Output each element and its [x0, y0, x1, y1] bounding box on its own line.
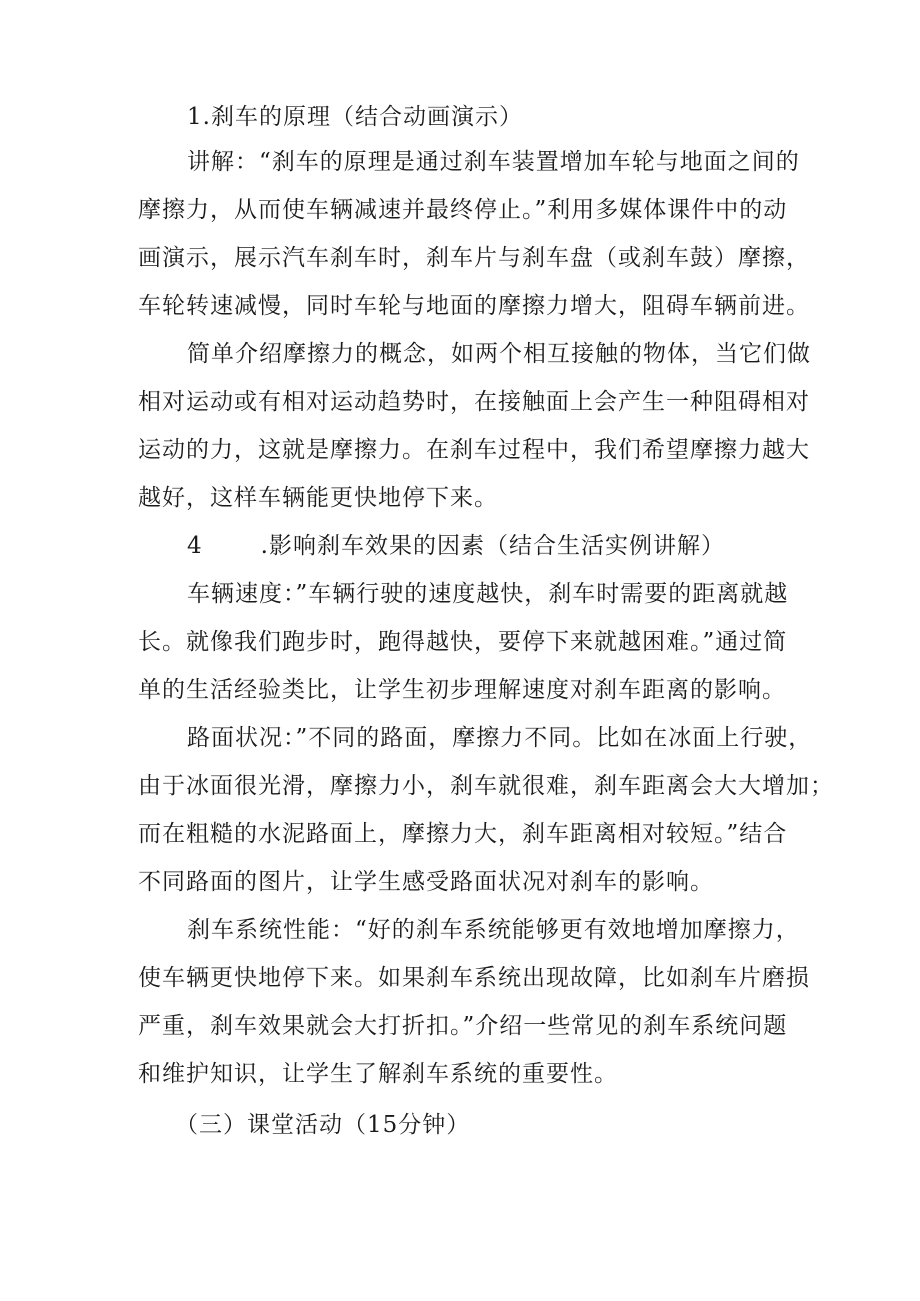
- paragraph-line: 车轮转速减慢，同时车轮与地面的摩擦力增大，阻碍车辆前进。: [138, 293, 810, 319]
- paragraph-line: 相对运动或有相对运动趋势时，在接触面上会产生一种阻碍相对: [138, 389, 810, 415]
- paragraph-line: 和维护知识，让学生了解刹车系统的重要性。: [138, 1061, 618, 1087]
- paragraph-line: 由于冰面很光滑，摩擦力小，刹车就很难，刹车距离会大大增加；: [138, 773, 834, 799]
- paragraph-line: 不同路面的图片，让学生感受路面状况对刹车的影响。: [138, 869, 714, 895]
- paragraph-line: 路面状况：”不同的路面，摩擦力不同。比如在冰面上行驶，: [187, 725, 813, 751]
- heading-class-activity: （三）课堂活动（15分钟）: [175, 1112, 471, 1138]
- paragraph-line: 讲解：“刹车的原理是通过刹车装置增加车轮与地面之间的: [187, 149, 800, 175]
- paragraph-line: 摩擦力，从而使车辆减速并最终停止。”利用多媒体课件中的动: [138, 197, 788, 223]
- paragraph-line: 简单介绍摩擦力的概念，如两个相互接触的物体，当它们做: [187, 341, 811, 367]
- paragraph-line: 车辆速度：”车辆行驶的速度越快，刹车时需要的距离就越: [187, 581, 789, 607]
- paragraph-line: 使车辆更快地停下来。如果刹车系统出现故障，比如刹车片磨损: [138, 965, 810, 991]
- paragraph-line: 运动的力，这就是摩擦力。在刹车过程中，我们希望摩擦力越大: [138, 437, 810, 463]
- paragraph-line: 越好，这样车辆能更快地停下来。: [138, 485, 498, 511]
- paragraph-line: 单的生活经验类比，让学生初步理解速度对刹车距离的影响。: [138, 677, 786, 703]
- heading-braking-factors: [187, 531, 725, 561]
- heading-braking-principle: 1.刹车的原理（结合动画演示）: [187, 104, 523, 130]
- paragraph-line: 严重，刹车效果就会大打折扣。”介绍一些常见的刹车系统问题: [138, 1013, 788, 1039]
- section-title: .影响刹车效果的因素（结合生活实例讲解）: [260, 533, 725, 559]
- section-number: 4: [187, 533, 203, 559]
- paragraph-line: 长。就像我们跑步时，跑得越快，要停下来就越困难。”通过简: [138, 629, 788, 655]
- paragraph-line: 刹车系统性能：“好的刹车系统能够更有效地增加摩擦力，: [187, 917, 800, 943]
- paragraph-line: 画演示，展示汽车刹车时，刹车片与刹车盘（或刹车鼓）摩擦，: [138, 245, 810, 271]
- paragraph-line: 而在粗糙的水泥路面上，摩擦力大，刹车距离相对较短。”结合: [138, 821, 788, 847]
